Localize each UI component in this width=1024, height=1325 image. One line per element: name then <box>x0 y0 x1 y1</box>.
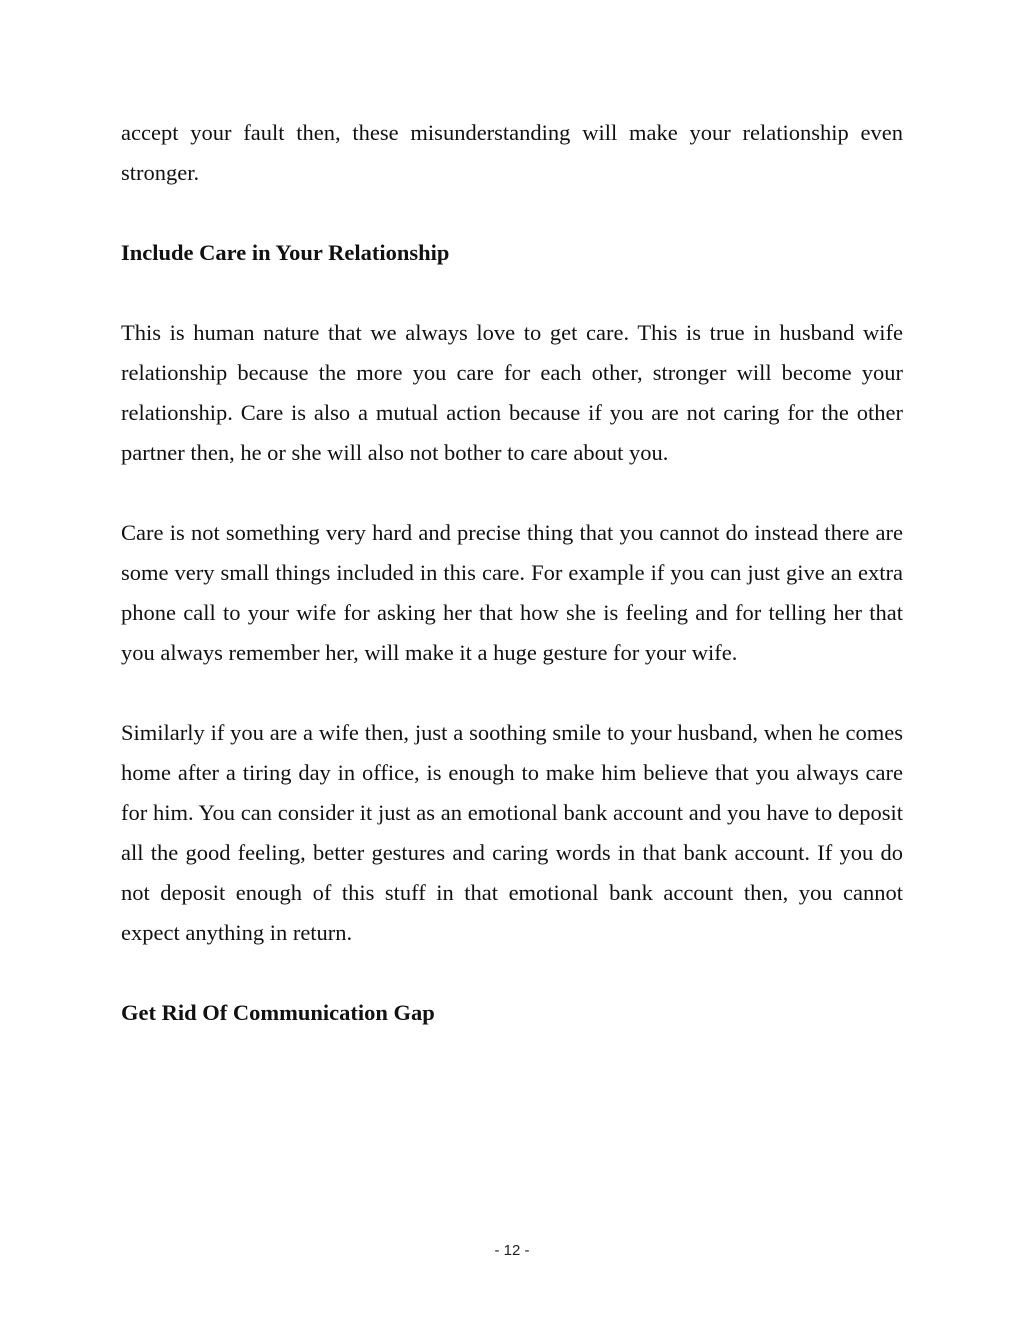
document-page <box>121 113 903 1033</box>
paragraph-emotional-bank-account: Similarly if you are a wife then, just a soothing smile to your husband, when he comes home after a tiring day in office, is enough to make him believe that you always care for him. You can consider it just as an emotional bank account and you have to deposit all the good feeling, better gestures and caring words in that bank account. If you do not deposit enough of this stuff in that emotional bank account then, you cannot expect anything in return. <box>121 720 903 945</box>
paragraph-fault-continuation: accept your fault then, these misunderstanding will make your relationship even stronger. <box>121 120 903 185</box>
heading-include-care: Include Care in Your Relationship <box>121 240 450 265</box>
paragraph-human-nature: This is human nature that we always love to get care. This is true in husband wife relationship because the more you care for each other, stronger will become your relationship. Care is also a mutual action because if you are not caring for the other partner then, he or she will also not bother to care about you. <box>121 320 903 465</box>
heading-communication-gap: Get Rid Of Communication Gap <box>121 1000 435 1025</box>
page-number: - 12 - <box>494 1242 530 1259</box>
paragraph-care-small-things: Care is not something very hard and precise thing that you cannot do instead there are some very small things included in this care. For example if you can just give an extra phone call to your wife for asking her that how she is feeling and for telling her that you always remember her, will make it a huge gesture for your wife. <box>121 520 903 665</box>
